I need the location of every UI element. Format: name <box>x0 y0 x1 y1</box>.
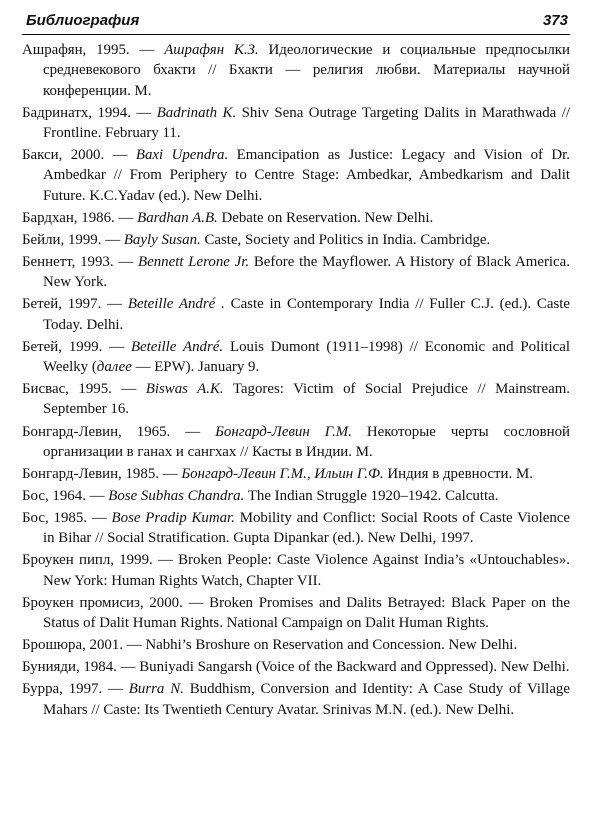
bibliography-entry <box>22 252 570 293</box>
entry-text: Nabhi’s Broshure on Reservation and Concession. New Delhi. <box>145 637 518 654</box>
bibliography-entry <box>22 208 570 228</box>
entry-text: Некоторые черты сословной организации в ганах и сангхах // Касты в Индии. М. <box>43 423 570 460</box>
entry-author: Badrinath K. <box>156 104 237 121</box>
bibliography-list <box>22 40 570 722</box>
bibliography-entry <box>22 486 570 506</box>
entry-key: Беннетт, 1993. — <box>22 253 138 270</box>
bibliography-entry <box>22 508 570 549</box>
entry-key: Бунияди, 1984. — <box>22 659 140 676</box>
bibliography-entry <box>22 230 570 250</box>
entry-author: Beteille André. <box>130 338 224 355</box>
entry-author: Bose Pradip Kumar. <box>111 510 235 527</box>
entry-text: Before the Mayflower. A History of Black America. New York. <box>43 253 570 291</box>
bibliography-entry <box>22 550 570 591</box>
bibliography-entry <box>22 635 570 655</box>
bibliography-entry <box>22 337 570 378</box>
entry-author: Baxi Upendra. <box>135 147 229 164</box>
entry-author: Бонгард-Левин Г.М., Ильин Г.Ф. <box>181 465 384 482</box>
entry-key: Бетей, 1997. — <box>22 296 128 313</box>
entry-author: Bose Subhas Chandra. <box>108 488 245 504</box>
entry-key: Ашрафян, 1995. — <box>22 42 165 58</box>
entry-key: Броукен пипл, 1999. — <box>22 552 179 569</box>
entry-key: Бейли, 1999. — <box>22 231 124 248</box>
entry-author: Burra N. <box>128 681 184 698</box>
entry-text: Shiv Sena Outrage Targeting Dalits in Marathwada // Frontline. February 11. <box>43 104 570 141</box>
entry-key: Бос, 1985. — <box>22 510 112 527</box>
entry-key: Бетей, 1999. — <box>22 338 131 355</box>
entry-author: Bennett Lerone Jr. <box>138 253 250 270</box>
entry-text: Caste in Contemporary India // Fuller C.J. (ed.). Caste Today. Delhi. <box>43 296 571 333</box>
section-title: Библиография <box>26 12 140 29</box>
entry-text: Emancipation as Justice: Legacy and Vision of Dr. Ambedkar // From Periphery to Centre Stage: Ambedkar, Ambedkarism and Dalit Future. K.C.Yadav (ed.). New Delhi. <box>43 147 570 204</box>
entry-key: Бакси, 2000. — <box>22 147 136 164</box>
bibliography-entry <box>22 379 570 420</box>
bibliography-entry <box>22 294 570 335</box>
entry-key: Броукен промисиз, 2000. — <box>22 594 210 611</box>
page-number: 373 <box>542 12 568 29</box>
entry-key: Бурра, 1997. — <box>22 681 129 698</box>
entry-key: Бос, 1964. — <box>22 488 109 504</box>
entry-key: Бонгард-Левин, 1985. — <box>22 465 182 482</box>
entry-text: Buddhism, Conversion and Identity: A Case Study of Village Mahars // Caste: Its Twentieth Century Avatar. Srinivas M.N. (ed.). New Delhi. <box>43 681 570 718</box>
entry-text: Louis Dumont (1911–1998) // Economic and Political Weelky ( <box>43 338 571 376</box>
bibliography-entry <box>22 145 570 206</box>
entry-author: Bayly Susan. <box>123 231 201 248</box>
entry-text: Идеологические и социальные предпосылки средневекового бхакти // Бхакти — религия любви. Материалы научной конференции. М. <box>43 42 570 99</box>
entry-key: Бардхан, 1986. — <box>22 209 138 226</box>
entry-text: Mobility and Conflict: Social Roots of Caste Violence in Bihar // Social Stratification. Gupta Dipankar (ed.). New Delhi, 1997. <box>43 510 570 547</box>
entry-text: Debate on Reservation. New Delhi. <box>217 209 434 226</box>
entry-text: Tagores: Victim of Social Prejudice // Mainstream. September 16. <box>43 381 570 418</box>
entry-key: Бадринатх, 1994. — <box>22 104 157 121</box>
entry-author: Бонгард-Левин Г.М. <box>215 423 352 440</box>
entry-text: Caste, Society and Politics in India. Cambridge. <box>200 231 491 248</box>
entry-key: Брошюра, 2001. — <box>22 637 146 654</box>
bibliography-entry <box>22 593 570 634</box>
entry-author: Ашрафян К.З. <box>164 42 259 58</box>
running-header <box>22 6 570 35</box>
entry-text: Индия в древности. М. <box>383 465 533 482</box>
entry-key: Бисвас, 1995. — <box>22 381 146 398</box>
bibliography-entry <box>22 679 570 720</box>
entry-text: Broken Promises and Dalits Betrayed: Black Paper on the Status of Dalit Human Rights. National Campaign on Dalit Human Rights. <box>43 594 570 632</box>
entry-text: Broken People: Caste Violence Against India’s «Untouchables». New York: Human Rights Watch, Chapter VII. <box>43 552 570 589</box>
entry-italic-note: далее <box>96 359 132 376</box>
bibliography-entry <box>22 657 570 677</box>
bibliography-entry <box>22 422 570 463</box>
entry-text-continued: — EPW). January 9. <box>131 359 260 376</box>
bibliography-entry <box>22 464 570 484</box>
bibliography-entry <box>22 103 570 144</box>
entry-text: The Indian Struggle 1920–1942. Calcutta. <box>244 488 499 504</box>
entry-author: Beteille André . <box>127 296 225 313</box>
entry-key: Бонгард-Левин, 1965. — <box>22 423 216 440</box>
entry-author: Biswas A.K. <box>145 381 224 398</box>
bibliography-entry <box>22 40 570 101</box>
entry-text: Buniyadi Sangarsh (Voice of the Backward and Oppressed). New Delhi. <box>139 659 570 676</box>
entry-author: Bardhan A.B. <box>137 209 218 226</box>
